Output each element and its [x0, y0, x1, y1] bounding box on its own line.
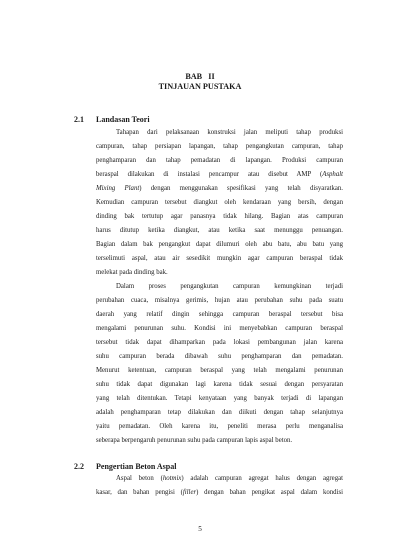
section-body-landasan-teori [96, 126, 343, 448]
text-line: kasar, dan bahan pengisi (filler) dengan bahan pengikat aspal dalam kondisi [96, 489, 343, 496]
text-line: Kemudian campuran tersebut diangkut oleh kendaraan yang bersih, dengan [96, 199, 343, 206]
text-line: yang telah ditentukan. Tetapi kenyataan yang banyak terjadi di lapangan [96, 395, 343, 402]
text-line: Bagian dalam bak pengangkut dapat dilumuri oleh abu batu, abu batu yang [96, 241, 343, 248]
page-number: 5 [198, 525, 202, 533]
text-line: seberapa berpengaruh penurunan suhu pada campuran lapis aspal beton. [96, 437, 293, 444]
text-line: adalah penghamparan tetap dilakukan dan diikuti dengan tahap selanjutnya [96, 409, 343, 416]
text-line: suhu campuran berada dibawah suhu penghamparan dan pemadatan. [96, 353, 343, 360]
text-line: melekat pada dinding bak. [96, 269, 168, 276]
section-heading-pengertian-beton-aspal [74, 462, 176, 472]
text-line: terselimuti aspal, atau air sesedikit mungkin agar campuran beraspal tidak [96, 255, 343, 262]
section-heading-landasan-teori [74, 115, 150, 125]
text-line: campuran, tahap persiapan lapangan, tahap pengangkutan campuran, tahap [96, 143, 343, 150]
text-line: dinding bak tertutup agar panasnya tidak hilang. Bagian atas campuran [96, 213, 343, 220]
text-line: daerah yang relatif dingin sehingga campuran beraspal tersebut bisa [96, 311, 343, 318]
text-line: Aspal beton (hotmix) adalah campuran agregat halus dengan agregat [116, 475, 343, 482]
text-line: Menurut ketentuan, campuran beraspal yang telah mengalami penurunan [96, 367, 343, 374]
chapter-title: TINJAUAN PUSTAKA [158, 82, 242, 91]
text-line: mengalami penurunan suhu. Kondisi ini menyebabkan campuran beraspal [96, 325, 343, 332]
text-line: yaitu pemadatan. Oleh karena itu, peneliti merasa perlu menganalisa [96, 423, 343, 430]
section-title: Landasan Teori [96, 115, 150, 124]
chapter-heading [0, 72, 400, 92]
text-line: suhu tidak dapat digunakan lagi karena tidak sesuai dengan persyaratan [96, 381, 343, 388]
text-line: beraspal dilakukan di instalasi pencampur atau disebut AMP (Asphalt [96, 171, 343, 178]
section-number: 2.2 [74, 462, 84, 471]
text-line: tersebut tidak dapat dihamparkan pada lokasi pembangunan jalan karena [96, 339, 343, 346]
chapter-number: BAB II [185, 72, 215, 81]
text-line: Tahapan dari pelaksanaan konstruksi jalan meliputi tahap produksi [116, 129, 343, 136]
text-line: Mixing Plant) dengan menggunakan spesifikasi yang telah disyaratkan. [96, 185, 343, 192]
text-line: penghamparan dan tahap pemadatan di lapangan. Produksi campuran [96, 157, 343, 164]
section-title: Pengertian Beton Aspal [96, 462, 177, 471]
text-line: Dalam proses pengangkutan campuran kemungkinan terjadi [116, 283, 343, 290]
section-number: 2.1 [74, 115, 84, 124]
text-line: perubahan cuaca, misalnya gerimis, hujan atau perubahan suhu pada suatu [96, 297, 343, 304]
text-line: harus ditutup ketika diangkut, atau ketika saat menunggu penuangan. [96, 227, 343, 234]
section-body-pengertian-beton-aspal [96, 472, 343, 500]
